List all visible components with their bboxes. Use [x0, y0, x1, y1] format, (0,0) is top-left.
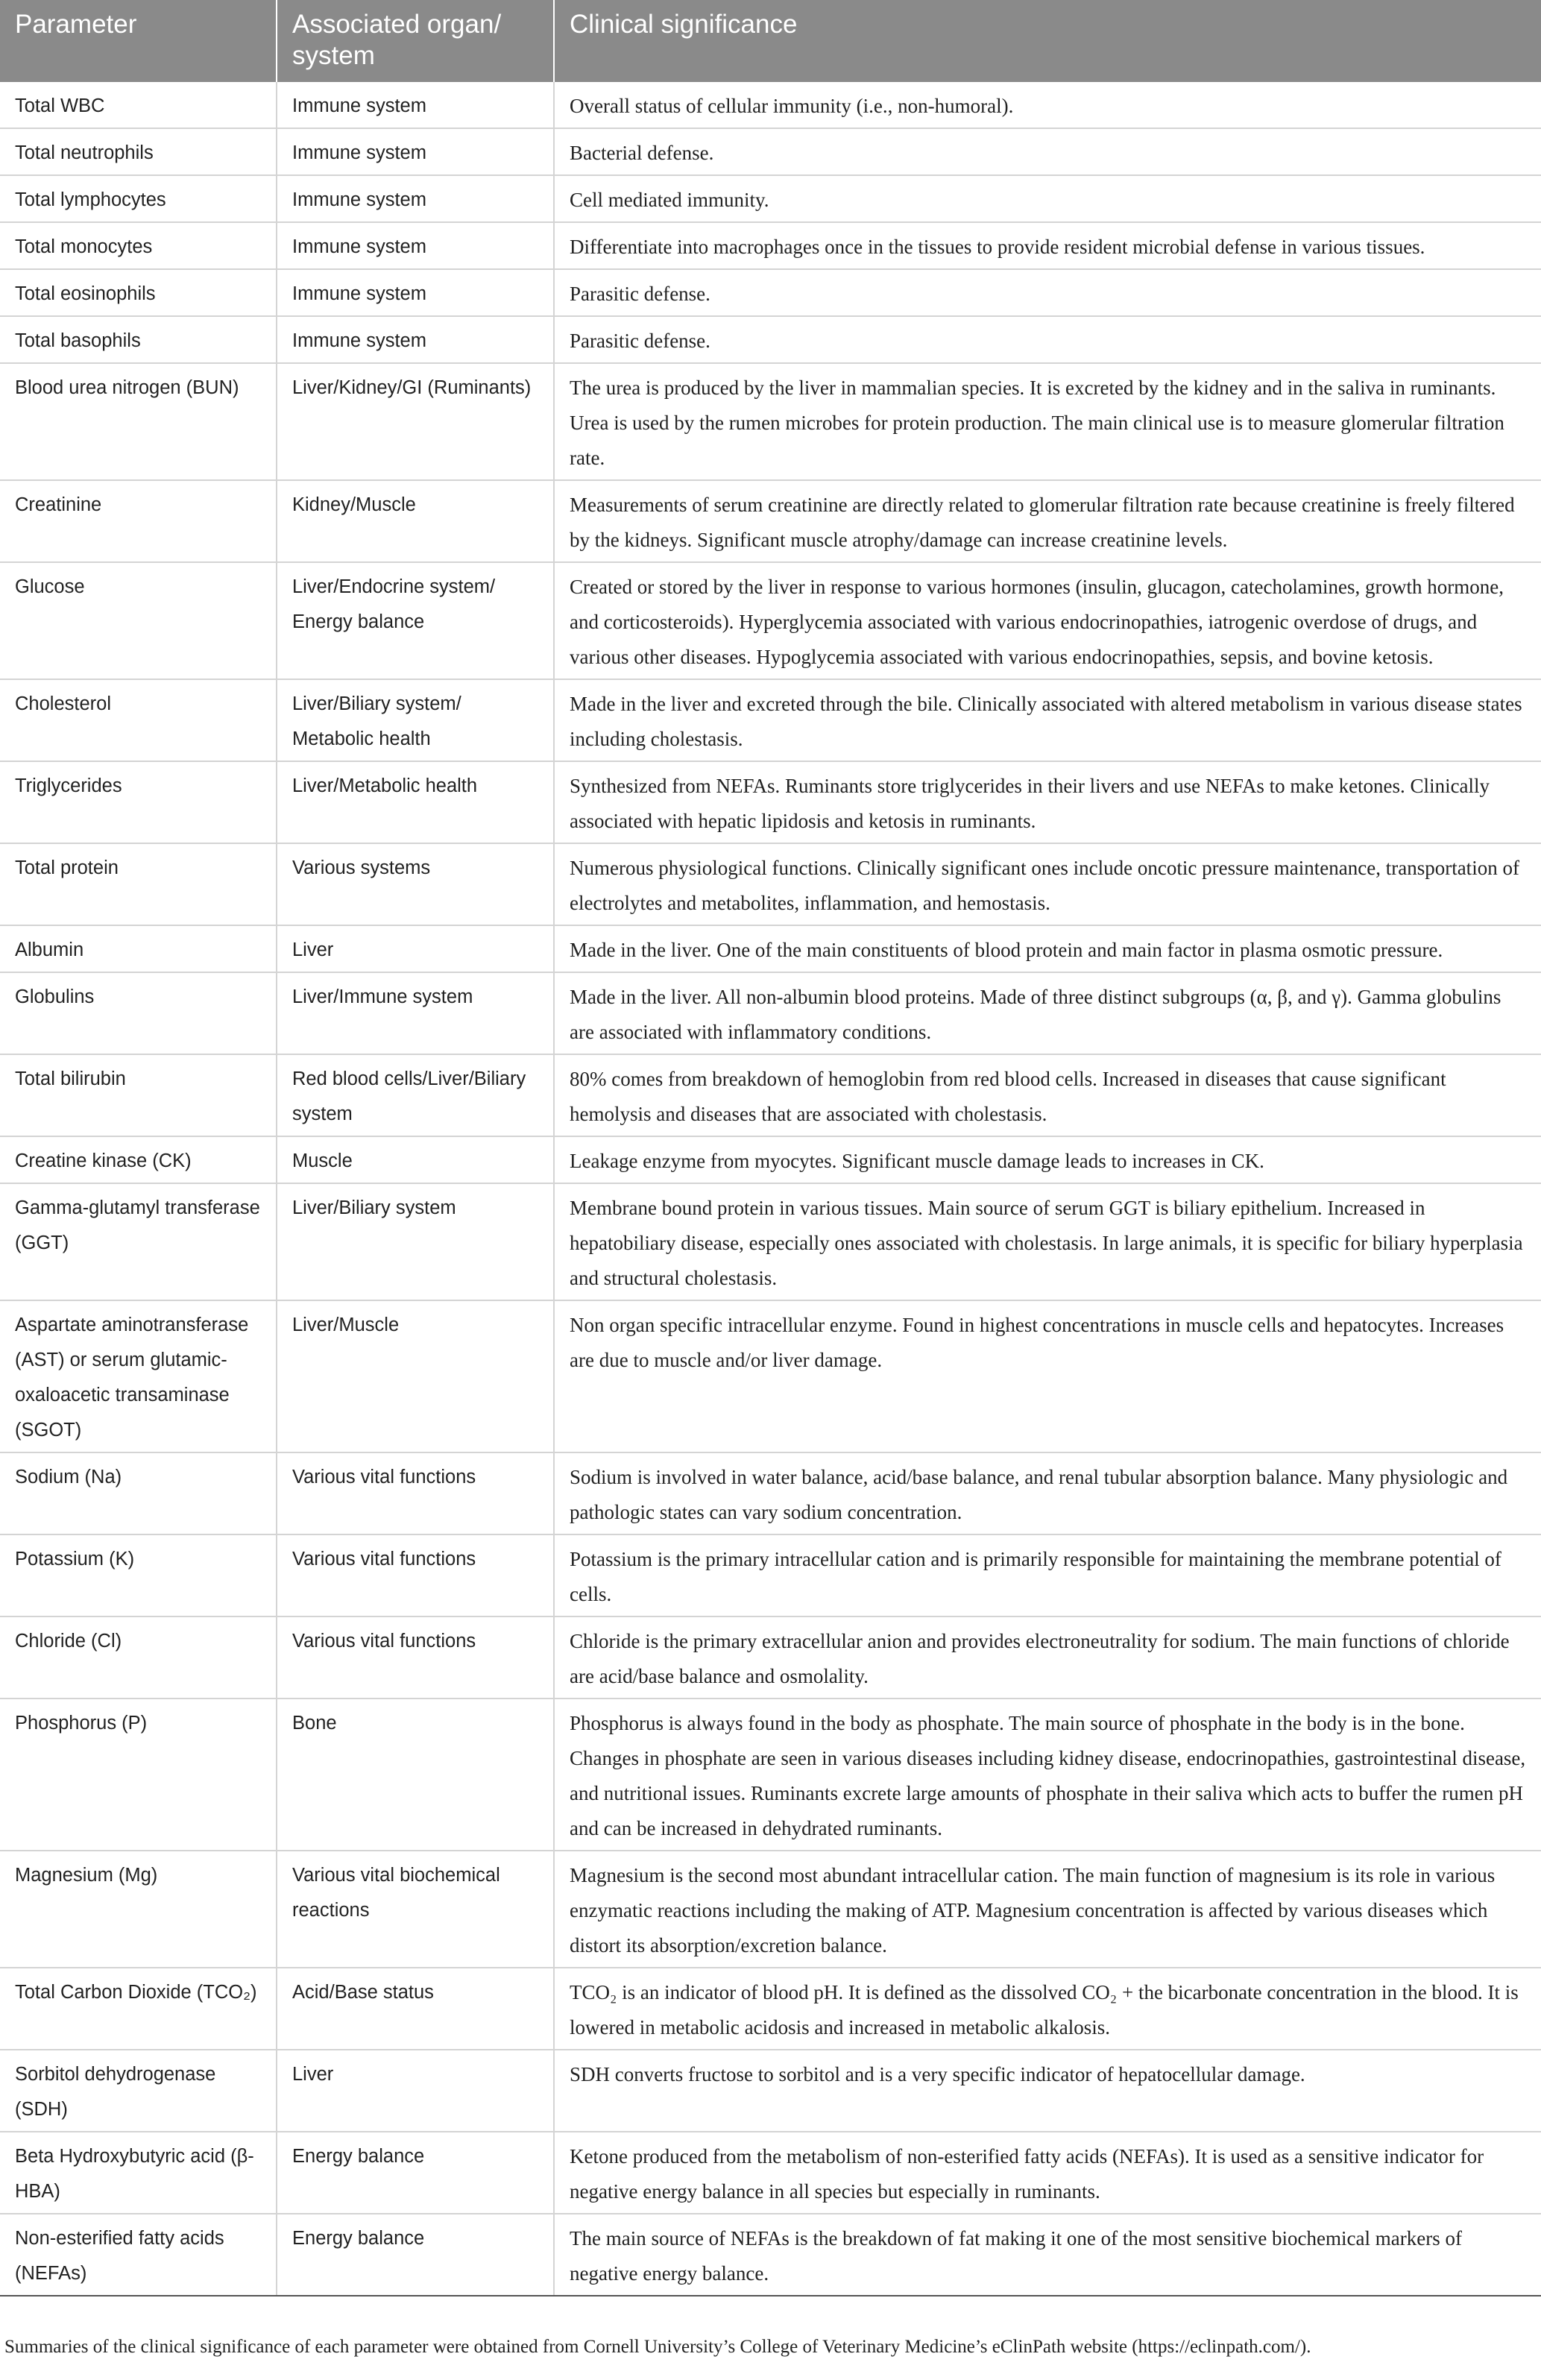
organ-cell: Liver/Muscle: [277, 1300, 554, 1452]
organ-cell: Muscle: [277, 1136, 554, 1183]
table-row: [0, 1452, 1541, 1534]
table-row: [0, 2050, 1541, 2132]
significance-cell: Sodium is involved in water balance, acid/base balance, and renal tubular absorption balance. Many physiologic and pathologic states can vary sodium concentration.: [554, 1452, 1541, 1534]
table-row: [0, 2132, 1541, 2214]
organ-cell: Immune system: [277, 316, 554, 363]
organ-cell: Various systems: [277, 843, 554, 925]
organ-cell: Liver/Biliary system/ Metabolic health: [277, 679, 554, 761]
parameter-cell: Potassium (K): [0, 1534, 277, 1616]
table-row: [0, 1851, 1541, 1968]
significance-cell: The main source of NEFAs is the breakdown of fat making it one of the most sensitive biochemical markers of negative energy balance.: [554, 2214, 1541, 2296]
table-row: [0, 480, 1541, 562]
parameter-cell: Chloride (Cl): [0, 1616, 277, 1699]
significance-cell: Synthesized from NEFAs. Ruminants store triglycerides in their livers and use NEFAs to make ketones. Clinically associated with hepatic lipidosis and ketosis in ruminants.: [554, 761, 1541, 843]
parameter-cell: Sorbitol dehydrogenase (SDH): [0, 2050, 277, 2132]
parameter-cell: Total bilirubin: [0, 1054, 277, 1136]
significance-cell: Cell mediated immunity.: [554, 175, 1541, 222]
significance-cell: Numerous physiological functions. Clinically significant ones include oncotic pressure maintenance, transportation of electrolytes and metabolites, inflammation, and hemostasis.: [554, 843, 1541, 925]
table-row: [0, 1968, 1541, 2050]
parameter-cell: Non-esterified fatty acids (NEFAs): [0, 2214, 277, 2296]
organ-cell: Various vital functions: [277, 1534, 554, 1616]
significance-cell: Phosphorus is always found in the body as phosphate. The main source of phosphate in the body is in the bone. Changes in phosphate are seen in various diseases including kidney disease, endocrinopathies, gastrointestinal disease, and nutritional issues. Ruminants excrete large amounts of phosphate in their saliva which acts to buffer the rumen pH and can be increased in dehydrated ruminants.: [554, 1699, 1541, 1851]
organ-cell: Immune system: [277, 269, 554, 316]
organ-cell: Kidney/Muscle: [277, 480, 554, 562]
significance-cell: Parasitic defense.: [554, 316, 1541, 363]
parameter-cell: Creatine kinase (CK): [0, 1136, 277, 1183]
parameter-cell: Aspartate aminotransferase (AST) or serum glutamic-oxaloacetic transaminase (SGOT): [0, 1300, 277, 1452]
significance-cell: Made in the liver. All non-albumin blood proteins. Made of three distinct subgroups (α, β, and γ). Gamma globulins are associated with inflammatory conditions.: [554, 972, 1541, 1054]
table-row: [0, 82, 1541, 128]
organ-cell: Liver: [277, 2050, 554, 2132]
organ-cell: Immune system: [277, 222, 554, 269]
significance-cell: Overall status of cellular immunity (i.e., non-humoral).: [554, 82, 1541, 128]
organ-cell: Liver/Endocrine system/ Energy balance: [277, 562, 554, 679]
significance-cell: 80% comes from breakdown of hemoglobin from red blood cells. Increased in diseases that cause significant hemolysis and diseases that are associated with cholestasis.: [554, 1054, 1541, 1136]
table-row: [0, 1300, 1541, 1452]
significance-cell: TCO₂ is an indicator of blood pH. It is defined as the dissolved CO₂ + the bicarbonate concentration in the blood. It is lowered in metabolic acidosis and increased in metabolic alkalosis.: [554, 1968, 1541, 2050]
table-row: [0, 1534, 1541, 1616]
organ-cell: Energy balance: [277, 2132, 554, 2214]
parameter-cell: Blood urea nitrogen (BUN): [0, 363, 277, 480]
table-row: [0, 562, 1541, 679]
significance-cell: Made in the liver. One of the main constituents of blood protein and main factor in plasma osmotic pressure.: [554, 925, 1541, 972]
parameter-cell: Albumin: [0, 925, 277, 972]
organ-cell: Liver/Biliary system: [277, 1183, 554, 1300]
table-row: [0, 972, 1541, 1054]
parameter-cell: Total eosinophils: [0, 269, 277, 316]
table-row: [0, 1616, 1541, 1699]
organ-cell: Liver/Immune system: [277, 972, 554, 1054]
parameter-cell: Total basophils: [0, 316, 277, 363]
parameter-cell: Beta Hydroxybutyric acid (β-HBA): [0, 2132, 277, 2214]
table-row: [0, 843, 1541, 925]
parameter-cell: Creatinine: [0, 480, 277, 562]
table-row: [0, 1183, 1541, 1300]
organ-cell: Various vital functions: [277, 1452, 554, 1534]
significance-cell: Non organ specific intracellular enzyme. Found in highest concentrations in muscle cells and hepatocytes. Increases are due to muscle and/or liver damage.: [554, 1300, 1541, 1452]
header-clinical-significance: Clinical significance: [554, 0, 1541, 82]
significance-cell: Magnesium is the second most abundant intracellular cation. The main function of magnesium is its role in various enzymatic reactions including the making of ATP. Magnesium concentration is affected by various diseases which distort its absorption/excretion balance.: [554, 1851, 1541, 1968]
table-row: [0, 175, 1541, 222]
organ-cell: Liver/Metabolic health: [277, 761, 554, 843]
organ-cell: Bone: [277, 1699, 554, 1851]
header-row: [0, 0, 1541, 82]
table-row: [0, 363, 1541, 480]
significance-cell: SDH converts fructose to sorbitol and is a very specific indicator of hepatocellular damage.: [554, 2050, 1541, 2132]
table-row: [0, 1054, 1541, 1136]
significance-cell: Differentiate into macrophages once in the tissues to provide resident microbial defense in various tissues.: [554, 222, 1541, 269]
significance-cell: Chloride is the primary extracellular anion and provides electroneutrality for sodium. The main functions of chloride are acid/base balance and osmolality.: [554, 1616, 1541, 1699]
parameter-cell: Phosphorus (P): [0, 1699, 277, 1851]
parameter-cell: Total WBC: [0, 82, 277, 128]
significance-cell: Parasitic defense.: [554, 269, 1541, 316]
table-row: [0, 1136, 1541, 1183]
significance-cell: Ketone produced from the metabolism of non-esterified fatty acids (NEFAs). It is used as a sensitive indicator for negative energy balance in all species but especially in ruminants.: [554, 2132, 1541, 2214]
organ-cell: Immune system: [277, 175, 554, 222]
parameter-cell: Triglycerides: [0, 761, 277, 843]
parameter-cell: Sodium (Na): [0, 1452, 277, 1534]
parameter-cell: Globulins: [0, 972, 277, 1054]
parameter-cell: Total monocytes: [0, 222, 277, 269]
organ-cell: Various vital functions: [277, 1616, 554, 1699]
organ-cell: Immune system: [277, 82, 554, 128]
significance-cell: Made in the liver and excreted through the bile. Clinically associated with altered metabolism in various disease states including cholestasis.: [554, 679, 1541, 761]
header-parameter: Parameter: [0, 0, 277, 82]
significance-cell: Leakage enzyme from myocytes. Significant muscle damage leads to increases in CK.: [554, 1136, 1541, 1183]
table-row: [0, 679, 1541, 761]
parameter-cell: Magnesium (Mg): [0, 1851, 277, 1968]
table-row: [0, 316, 1541, 363]
parameter-cell: Total neutrophils: [0, 128, 277, 175]
table-row: [0, 2214, 1541, 2296]
parameter-cell: Gamma-glutamyl transferase (GGT): [0, 1183, 277, 1300]
significance-cell: Created or stored by the liver in response to various hormones (insulin, glucagon, catecholamines, growth hormone, and corticosteroids). Hyperglycemia associated with various endocrinopathies, iatrogenic overdose of drugs, and various other diseases. Hypoglycemia associated with various endocrinopathies, sepsis, and bovine ketosis.: [554, 562, 1541, 679]
parameter-cell: Total protein: [0, 843, 277, 925]
significance-cell: Measurements of serum creatinine are directly related to glomerular filtration rate because creatinine is freely filtered by the kidneys. Significant muscle atrophy/damage can increase creatinine levels.: [554, 480, 1541, 562]
significance-cell: Membrane bound protein in various tissues. Main source of serum GGT is biliary epithelium. Increased in hepatobiliary disease, especially ones associated with cholestasis. In large animals, it is specific for biliary hyperplasia and structural cholestasis.: [554, 1183, 1541, 1300]
parameter-cell: Glucose: [0, 562, 277, 679]
organ-cell: Liver/Kidney/GI (Ruminants): [277, 363, 554, 480]
table-header: [0, 0, 1541, 82]
table-row: [0, 269, 1541, 316]
table-row: [0, 128, 1541, 175]
organ-cell: Liver: [277, 925, 554, 972]
significance-cell: Potassium is the primary intracellular cation and is primarily responsible for maintaining the membrane potential of cells.: [554, 1534, 1541, 1616]
table-row: [0, 761, 1541, 843]
table-row: [0, 925, 1541, 972]
organ-cell: Red blood cells/Liver/Biliary system: [277, 1054, 554, 1136]
table-row: [0, 1699, 1541, 1851]
table-footnote: Summaries of the clinical significance of each parameter were obtained from Cornell University’s College of Veterinary Medicine’s eClinPath website (https://eclinpath.com/).: [4, 2337, 1311, 2357]
table-row: [0, 222, 1541, 269]
organ-cell: Immune system: [277, 128, 554, 175]
table-body: [0, 82, 1541, 2296]
significance-cell: Bacterial defense.: [554, 128, 1541, 175]
parameter-cell: Cholesterol: [0, 679, 277, 761]
parameter-cell: Total lymphocytes: [0, 175, 277, 222]
parameter-cell: Total Carbon Dioxide (TCO₂): [0, 1968, 277, 2050]
header-associated-organ: Associated organ/ system: [277, 0, 554, 82]
organ-cell: Acid/Base status: [277, 1968, 554, 2050]
organ-cell: Various vital biochemical reactions: [277, 1851, 554, 1968]
significance-cell: The urea is produced by the liver in mammalian species. It is excreted by the kidney and in the saliva in ruminants. Urea is used by the rumen microbes for protein production. The main clinical use is to measure glomerular filtration rate.: [554, 363, 1541, 480]
organ-cell: Energy balance: [277, 2214, 554, 2296]
